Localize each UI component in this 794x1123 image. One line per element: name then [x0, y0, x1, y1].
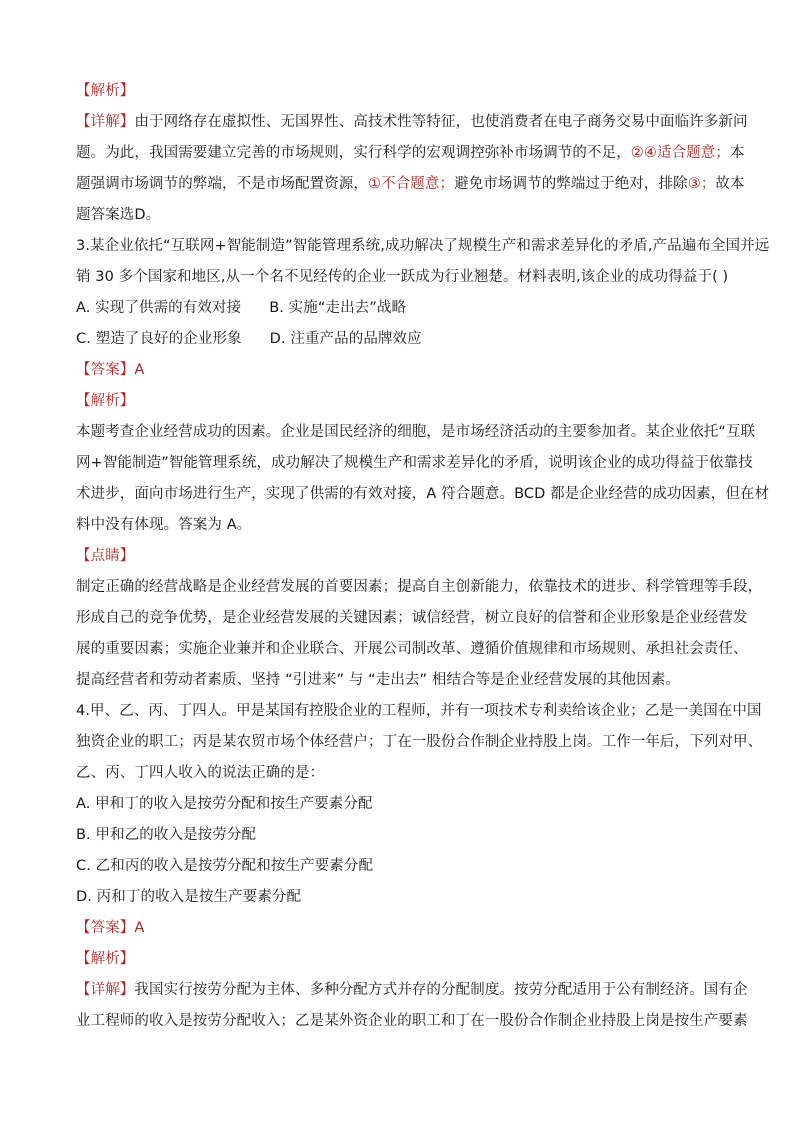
question-4-stem: 4.甲、乙、丙、丁四人。甲是某国有控股企业的工程师，并有一项技术专利卖给该企业；乙是一美国在中国 [76, 703, 762, 719]
question-3-stem: 销 30 多个国家和地区,从一个名不见经传的企业一跃成为行业翘楚。材料表明,该企业的成功得益于( ) [76, 269, 729, 285]
document-page [76, 76, 770, 1037]
analysis-label: 【解析】 [76, 951, 135, 967]
detail-label: 【详解】 [76, 114, 135, 130]
tip-label: 【点睛】 [76, 548, 135, 564]
tip-paragraph-line: 展的重要因素；实施企业兼并和企业联合、开展公司制改革、遵循价值规律和市场规则、承担社会责任、 [76, 641, 748, 657]
analysis-paragraph-line: 术进步，面向市场进行生产，实现了供需的有效对接，A 符合题意。BCD 都是企业经营的成功因素，但在材 [76, 486, 770, 502]
answer-line [76, 355, 736, 386]
option-a: A. 甲和丁的收入是按劳分配和按生产要素分配 [76, 796, 373, 812]
detail-paragraph-line: 题答案选D。 [76, 207, 161, 223]
question-3-stem: 3.某企业依托“互联网+智能制造”智能管理系统,成功解决了规模生产和需求差异化的矛盾,产品遍布全国并远 [76, 238, 770, 254]
analysis-paragraph-line: 网+智能制造”智能管理系统，成功解决了规模生产和需求差异化的矛盾，说明该企业的成功得益于依靠技 [76, 455, 753, 471]
tip-paragraph-line: 提高经营者和劳动者素质、坚持 “引进来” 与 “走出去” 相结合等是企业经营发展的其他因素。 [76, 672, 681, 688]
option-c: C. 塑造了良好的企业形象 [76, 331, 242, 347]
tip-paragraph-line: 形成自己的竞争优势，是企业经营发展的关键因素；诚信经营，树立良好的信誉和企业形象是企业经营发 [76, 610, 748, 626]
answer-label: 【答案】 [76, 920, 135, 936]
detail-paragraph-line: 业工程师的收入是按劳分配收入；乙是某外资企业的职工和丁在一股份合作制企业持股上岗是按生产要素 [76, 1013, 748, 1029]
detail-paragraph-line: 题强调市场调节的弊端，不是市场配置资源，①不合题意；避免市场调节的弊端过于绝对，排除③；故本 [76, 176, 745, 192]
analysis-label: 【解析】 [76, 83, 135, 99]
answer-value: A [134, 362, 145, 378]
detail-paragraph-line: 【详解】我国实行按劳分配为主体、多种分配方式并存的分配制度。按劳分配适用于公有制经济。国有企 [76, 982, 748, 998]
detail-paragraph-line: 【详解】由于网络存在虚拟性、无国界性、高技术性等特征，也使消费者在电子商务交易中面临许多新问 [76, 114, 748, 130]
option-c: C. 乙和丙的收入是按劳分配和按生产要素分配 [76, 858, 374, 874]
option-a: A. 实现了供需的有效对接 [76, 300, 242, 316]
question-4-stem: 独资企业的职工；丙是某农贸市场个体经营户；丁在一股份合作制企业持股上岗。工作一年后，下列对甲、 [76, 734, 763, 750]
tip-paragraph-line: 制定正确的经营战略是企业经营发展的首要因素；提高自主创新能力，依靠技术的进步、科学管理等手段， [76, 579, 763, 595]
question-3-options-row [76, 293, 736, 324]
analysis-paragraph-line: 本题考查企业经营成功的因素。企业是国民经济的细胞，是市场经济活动的主要参加者。某企业依托“互联 [76, 424, 756, 440]
detail-paragraph-line: 题。为此，我国需要建立完善的市场规则，实行科学的宏观调控弥补市场调节的不足，②④适合题意；本 [76, 145, 745, 161]
option-d: D. 丙和丁的收入是按生产要素分配 [76, 889, 302, 905]
answer-label: 【答案】 [76, 362, 135, 378]
question-4-stem: 乙、丙、丁四人收入的说法正确的是： [76, 765, 325, 781]
answer-line [76, 913, 736, 944]
question-3-options-row [76, 324, 736, 355]
option-b: B. 实施“走出去”战略 [269, 300, 407, 316]
detail-label: 【详解】 [76, 982, 135, 998]
answer-value: A [134, 920, 145, 936]
analysis-label: 【解析】 [76, 393, 135, 409]
option-b: B. 甲和乙的收入是按劳分配 [76, 827, 257, 843]
analysis-paragraph-line: 料中没有体现。答案为 A。 [76, 517, 252, 533]
option-d: D. 注重产品的品牌效应 [269, 331, 422, 347]
